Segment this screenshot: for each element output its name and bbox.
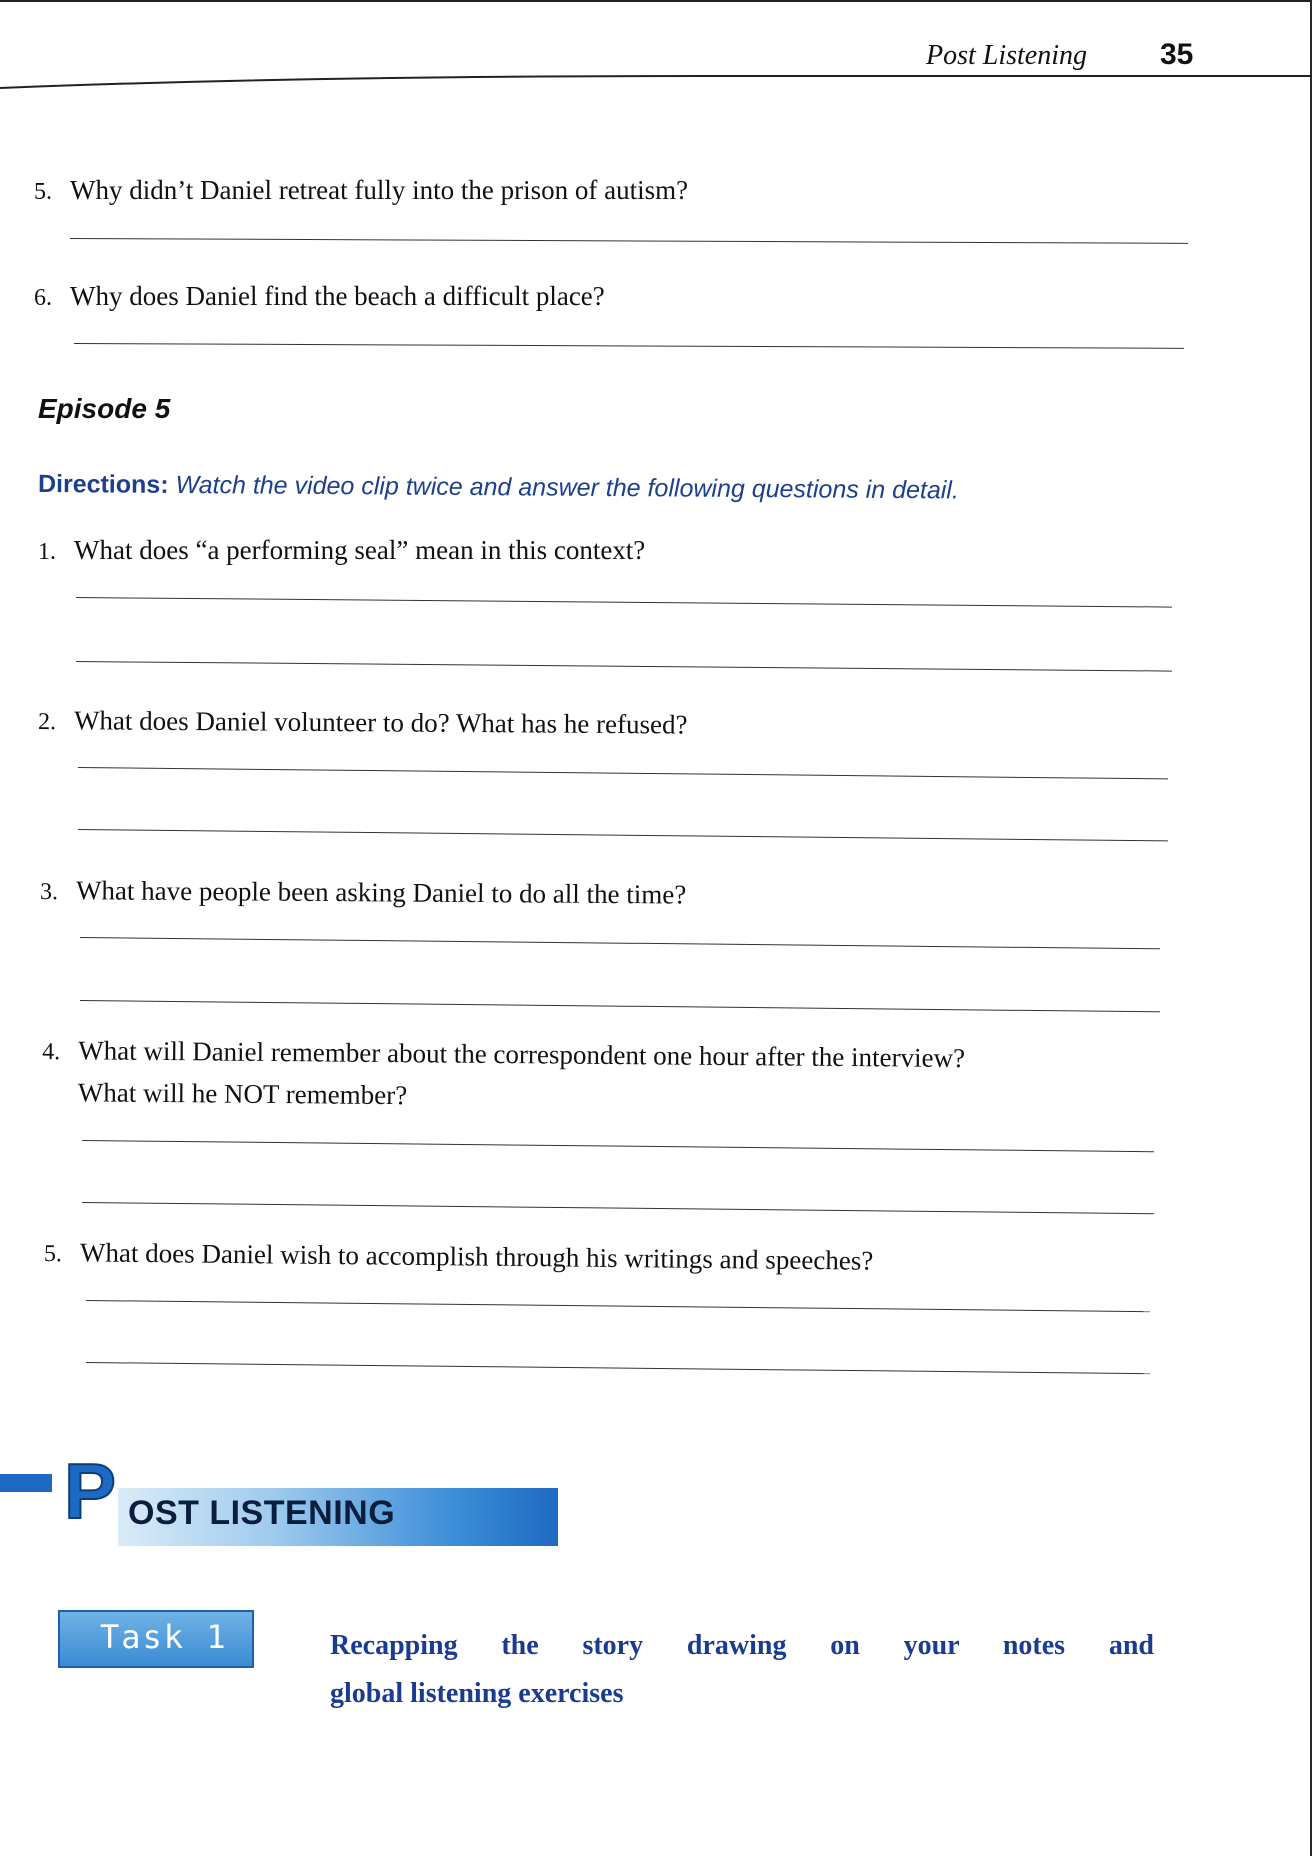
answer-line[interactable] [76, 597, 1172, 608]
question-number: 6. [34, 285, 52, 311]
task-title-line2: global listening exercises [330, 1678, 624, 1709]
question-number: 3. [39, 879, 59, 906]
answer-line[interactable] [76, 661, 1172, 672]
question-1 [38, 530, 645, 572]
question-text: Why didn’t Daniel retreat fully into the prison of autism? [70, 175, 689, 205]
question-3 [40, 870, 687, 917]
answer-line[interactable] [70, 238, 1188, 244]
section-header-title: Post Listening [926, 40, 1088, 71]
episode-title: Episode 5 [38, 393, 171, 424]
question-text: What does Daniel wish to accomplish through his writings and speeches? [79, 1237, 874, 1276]
question-text-line2: What will he NOT remember? [77, 1077, 408, 1111]
banner-stub [0, 1474, 52, 1492]
question-prev-6 [34, 276, 605, 318]
post-listening-banner-letter: P [64, 1447, 117, 1535]
answer-line[interactable] [78, 829, 1168, 841]
answer-line[interactable] [82, 1202, 1154, 1214]
question-number: 4. [42, 1039, 61, 1066]
directions-text: Watch the video clip twice and answer the following questions in detail. [175, 470, 959, 505]
task-badge-label: Task 1 [100, 1618, 228, 1656]
question-number: 5. [43, 1241, 63, 1268]
question-text: What will Daniel remember about the correspondent one hour after the interview? [78, 1035, 966, 1074]
task-title-line1: Recapping the story drawing on your notes and [330, 1630, 1154, 1661]
question-number: 5. [34, 179, 52, 205]
page-number: 35 [1160, 38, 1194, 71]
answer-line[interactable] [80, 1000, 1160, 1012]
question-text: Why does Daniel find the beach a difficult place? [70, 281, 605, 311]
header-rule [0, 72, 1312, 92]
answer-line[interactable] [82, 1140, 1154, 1152]
answer-line[interactable] [86, 1300, 1150, 1312]
question-4 [42, 1030, 966, 1120]
directions [38, 470, 959, 505]
page-border-top [0, 0, 1312, 2]
question-5 [44, 1232, 874, 1283]
question-text: What does Daniel volunteer to do? What has he refused? [73, 705, 688, 740]
task-title [330, 1622, 1154, 1718]
question-text: What have people been asking Daniel to do all the time? [75, 875, 687, 910]
directions-label: Directions: [37, 470, 169, 499]
answer-line[interactable] [80, 937, 1160, 949]
question-2 [38, 700, 688, 747]
answer-line[interactable] [74, 343, 1184, 349]
answer-line[interactable] [86, 1362, 1150, 1374]
post-listening-banner-text: OST LISTENING [128, 1494, 396, 1532]
question-number: 2. [37, 709, 57, 736]
question-prev-5 [34, 170, 688, 212]
question-text: What does “a performing seal” mean in this context? [74, 535, 646, 565]
answer-line[interactable] [78, 767, 1168, 779]
question-number: 1. [38, 539, 56, 565]
